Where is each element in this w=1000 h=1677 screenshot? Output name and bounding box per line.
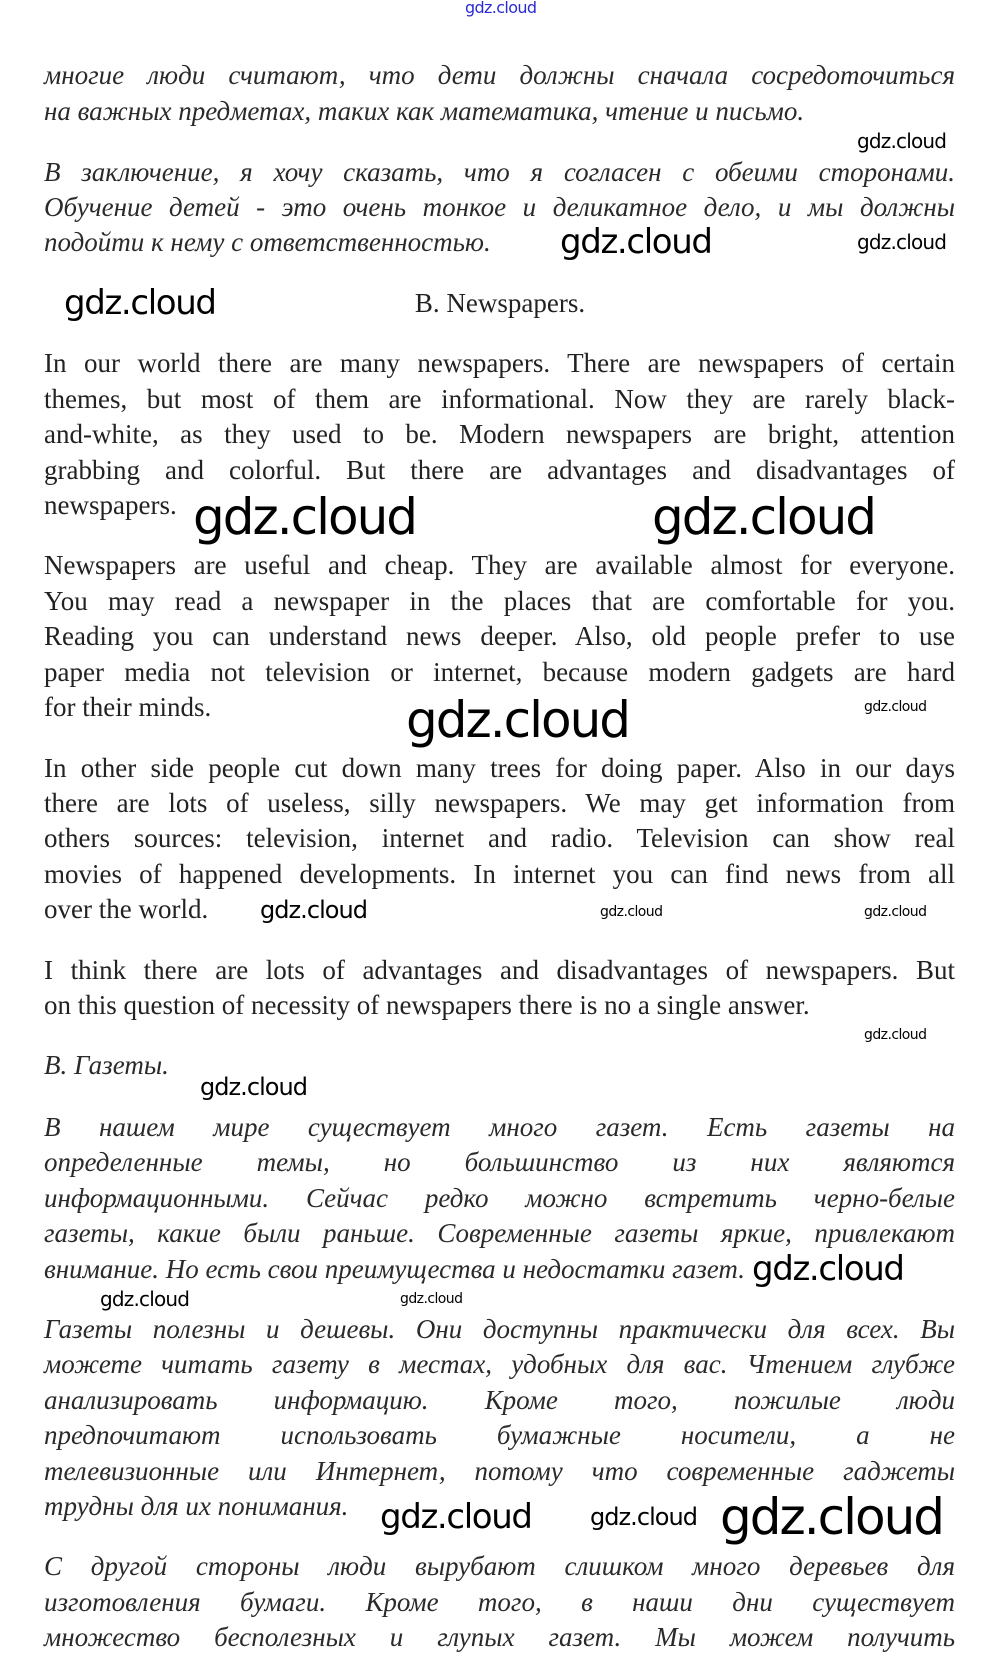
text-line: and-white, as they used to be. Modern newspapers are bright, attention (44, 419, 955, 449)
watermark-logo: gdz.cloud (864, 904, 927, 920)
text-line: paper media not television or internet, because modern gadgets are hard (44, 657, 955, 687)
text-line: информационными. Сейчас редко можно встретить черно-белые (44, 1183, 955, 1213)
text-line: In our world there are many newspapers. There are newspapers of certain (44, 348, 955, 378)
text-line: предпочитают использовать бумажные носители, а не (44, 1420, 955, 1450)
text-line: for their minds. (44, 692, 212, 722)
text-line: movies of happened developments. In internet you can find news from all (44, 859, 955, 889)
text-line: многие люди считают, что дети должны сначала сосредоточиться (44, 60, 955, 90)
text-line: Обучение детей - это очень тонкое и деликатное дело, и мы должны (44, 192, 955, 222)
watermark-logo: gdz.cloud (100, 1287, 190, 1311)
text-line: можете читать газету в местах, удобных для вас. Чтением глубже (44, 1349, 955, 1379)
text-line: In other side people cut down many trees for doing paper. Also in our days (44, 753, 955, 783)
watermark-logo: gdz.cloud (590, 1503, 698, 1531)
text-line: You may read a newspaper in the places that are comfortable for you. (44, 586, 955, 616)
watermark-logo: gdz.cloud (465, 0, 537, 17)
watermark-logo: gdz.cloud (560, 222, 712, 262)
section-heading: B. Газеты. (44, 1050, 169, 1080)
watermark-logo: gdz.cloud (752, 1249, 904, 1289)
watermark-logo: gdz.cloud (857, 230, 947, 254)
text-line: С другой стороны люди вырубают слишком много деревьев для (44, 1551, 955, 1581)
text-line: Reading you can understand news deeper. Also, old people prefer to use (44, 621, 955, 651)
text-line: Newspapers are useful and cheap. They are available almost for everyone. (44, 550, 955, 580)
text-line: телевизионные или Интернет, потому что современные гаджеты (44, 1456, 955, 1486)
text-line: Газеты полезны и дешевы. Они доступны практически для всех. Вы (44, 1314, 955, 1344)
text-line: themes, but most of them are informational. Now they are rarely black- (44, 384, 955, 414)
text-line: на важных предметах, таких как математика, чтение и письмо. (44, 96, 805, 126)
text-line: В нашем мире существует много газет. Есть газеты на (44, 1112, 955, 1142)
watermark-logo: gdz.cloud (406, 691, 630, 749)
text-line: on this question of necessity of newspapers there is no a single answer. (44, 990, 810, 1020)
text-line: I think there are lots of advantages and disadvantages of newspapers. But (44, 955, 955, 985)
section-heading: B. Newspapers. (414, 288, 586, 318)
text-line: трудны для их понимания. (44, 1491, 349, 1521)
watermark-logo: gdz.cloud (200, 1073, 308, 1101)
text-line: газеты, какие были раньше. Современные газеты яркие, привлекают (44, 1218, 955, 1248)
watermark-logo: gdz.cloud (864, 699, 927, 715)
watermark-logo: gdz.cloud (652, 488, 876, 546)
watermark-logo: gdz.cloud (600, 904, 663, 920)
text-line: others sources: television, internet and radio. Television can show real (44, 823, 955, 853)
text-line: newspapers. (44, 490, 177, 520)
watermark-logo: gdz.cloud (864, 1027, 927, 1043)
text-line: изготовления бумаги. Кроме того, в наши дни существует (44, 1587, 955, 1617)
watermark-logo: gdz.cloud (193, 488, 417, 546)
text-line: подойти к нему с ответственностью. (44, 227, 491, 257)
watermark-logo: gdz.cloud (380, 1497, 532, 1537)
watermark-logo: gdz.cloud (260, 896, 368, 924)
text-line: анализировать информацию. Кроме того, пожилые люди (44, 1385, 955, 1415)
watermark-logo: gdz.cloud (857, 129, 947, 153)
text-line: множество бесполезных и глупых газет. Мы можем получить (44, 1622, 955, 1652)
watermark-logo: gdz.cloud (720, 1488, 944, 1546)
watermark-logo: gdz.cloud (400, 1291, 463, 1307)
text-line: определенные темы, но большинство из них являются (44, 1147, 955, 1177)
text-line: grabbing and colorful. But there are advantages and disadvantages of (44, 455, 955, 485)
text-line: there are lots of useless, silly newspapers. We may get information from (44, 788, 955, 818)
watermark-logo: gdz.cloud (64, 283, 216, 323)
text-line: внимание. Но есть свои преимущества и недостатки газет. (44, 1254, 745, 1284)
text-line: В заключение, я хочу сказать, что я согласен с обеими сторонами. (44, 157, 955, 187)
text-line: over the world. (44, 894, 209, 924)
